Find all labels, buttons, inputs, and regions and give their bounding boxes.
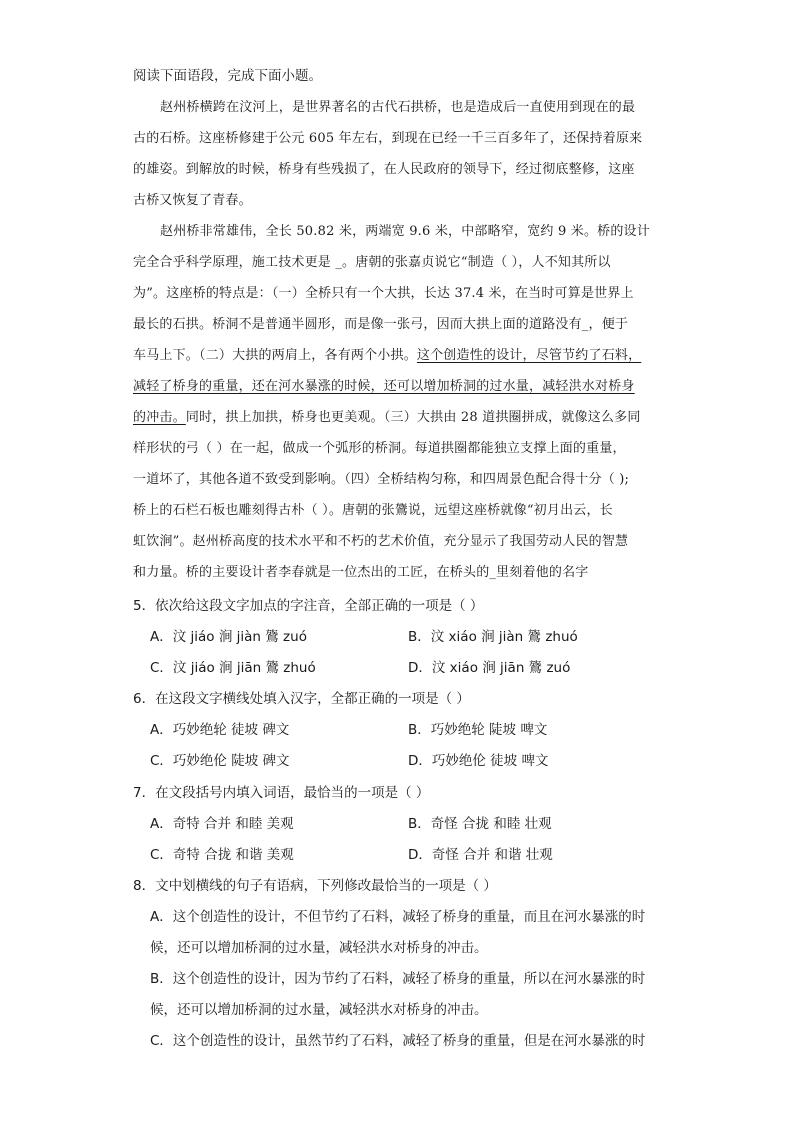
question-8-option-b-cont[interactable]: 候，还可以增加桥洞的过水量，减轻洪水对桥身的冲击。 [150, 1002, 488, 1018]
passage-line: 虹饮涧”。赵州桥高度的技术水平和不朽的艺术价值，充分显示了我国劳动人民的智慧 [133, 534, 629, 549]
question-6-stem: 6．在这段文字横线处填入汉字，全都正确的一项是（ ） [133, 691, 470, 707]
question-6-option-d[interactable]: D．巧妙绝伦 徒坡 啤文 [408, 753, 549, 769]
passage-line: 车马上下。（二）大拱的两肩上，各有两个小拱。这个创造性的设计，尽管节约了石料， [133, 348, 642, 363]
question-7-option-b[interactable]: B．奇怪 合拢 和睦 壮观 [408, 816, 552, 832]
passage-line: 赵州桥横跨在汶河上，是世界著名的古代石拱桥，也是造成后一直使用到现在的最 [160, 100, 636, 115]
question-5-option-a[interactable]: A．汶 jiáo 涧 jiàn 鷟 zuó [150, 629, 307, 645]
question-5-option-b[interactable]: B．汶 xiáo 涧 jiàn 鷟 zhuó [408, 629, 578, 645]
question-6-option-c[interactable]: C．巧妙绝伦 陡坡 碑文 [150, 753, 290, 769]
passage-line: 古的石桥。这座桥修建于公元 605 年左右，到现在已经一千三百多年了，还保持着原来 [133, 131, 643, 146]
underlined-sentence: 这个创造性的设计，尽管节约了石料， [416, 348, 642, 363]
question-8-option-a[interactable]: A．这个创造性的设计，不但节约了石料，减轻了桥身的重量，而且在河水暴涨的时 [150, 909, 646, 925]
passage-line: 完全合乎科学原理，施工技术更是 _。唐朝的张嘉贞说它“制造（ ），人不知其所以 [133, 255, 611, 270]
passage-line: 赵州桥非常雄伟，全长 50.82 米，两端宽 9.6 米，中部略窄，宽约 9 米。桥的设计 [160, 224, 650, 239]
passage-line: 和力量。桥的主要设计者李春就是一位杰出的工匠，在桥头的_里刻着他的名字 [133, 565, 589, 580]
passage-line: 的冲击。同时，拱上加拱，桥身也更美观。（三）大拱由 28 道拱圈拼成，就像这么多同 [133, 410, 641, 425]
question-5-stem: 5．依次给这段文字加点的字注音，全部正确的一项是（ ） [133, 598, 484, 614]
question-7-option-d[interactable]: D．奇怪 合并 和谐 壮观 [408, 847, 553, 863]
passage-line: 古桥又恢复了青春。 [133, 193, 252, 208]
passage-line: 一道坏了，其他各道不致受到影响。（四）全桥结构匀称，和四周景色配合得十分（ ); [133, 472, 630, 487]
passage-line: 为”。这座桥的特点是：（一）全桥只有一个大拱，长达 37.4 米，在当时可算是世界上 [133, 286, 634, 301]
question-8-stem: 8．文中划横线的句子有语病，下列修改最恰当的一项是（ ） [133, 878, 497, 894]
question-6-option-b[interactable]: B．巧妙绝轮 陡坡 啤文 [408, 722, 548, 738]
underlined-sentence: 的冲击。 [133, 410, 186, 425]
question-8-option-b[interactable]: B．这个创造性的设计，因为节约了石料，减轻了桥身的重量，所以在河水暴涨的时 [150, 971, 646, 987]
question-8-option-a-cont[interactable]: 候，还可以增加桥洞的过水量，减轻洪水对桥身的冲击。 [150, 940, 488, 956]
question-7-option-a[interactable]: A．奇特 合并 和睦 美观 [150, 816, 294, 832]
question-6-option-a[interactable]: A．巧妙绝轮 徒坡 碑文 [150, 722, 290, 738]
question-7-stem: 7．在文段括号内填入词语，最恰当的一项是（ ） [133, 785, 430, 801]
passage-line [133, 377, 635, 397]
question-5-option-c[interactable]: C．汶 jiáo 涧 jiān 鷟 zhuó [150, 660, 316, 676]
question-8-option-c[interactable]: C．这个创造性的设计，虽然节约了石料，减轻了桥身的重量，但是在河水暴涨的时 [150, 1033, 646, 1049]
question-7-option-c[interactable]: C．奇特 合拢 和谐 美观 [150, 847, 294, 863]
passage-line: 样形状的弓（ ）在一起，做成一个弧形的桥洞。每道拱圈都能独立支撑上面的重量， [133, 441, 626, 456]
underlined-sentence: 减轻了桥身的重量，还在河水暴涨的时候，还可以增加桥洞的过水量，减轻洪水对桥身 [133, 379, 635, 394]
reading-intro: 阅读下面语段，完成下面小题。 [133, 68, 322, 84]
passage-line: 桥上的石栏石板也雕刻得古朴（ ）。唐朝的张鷟说，远望这座桥就像“初月出云，长 [133, 503, 613, 518]
passage-line: 最长的石拱。桥洞不是普通半圆形，而是像一张弓，因而大拱上面的道路没有_，便于 [133, 317, 629, 332]
question-5-option-d[interactable]: D．汶 xiáo 涧 jiān 鷟 zuó [408, 660, 571, 676]
passage-line: 的雄姿。到解放的时候，桥身有些残损了，在人民政府的领导下，经过彻底整修，这座 [133, 162, 635, 177]
